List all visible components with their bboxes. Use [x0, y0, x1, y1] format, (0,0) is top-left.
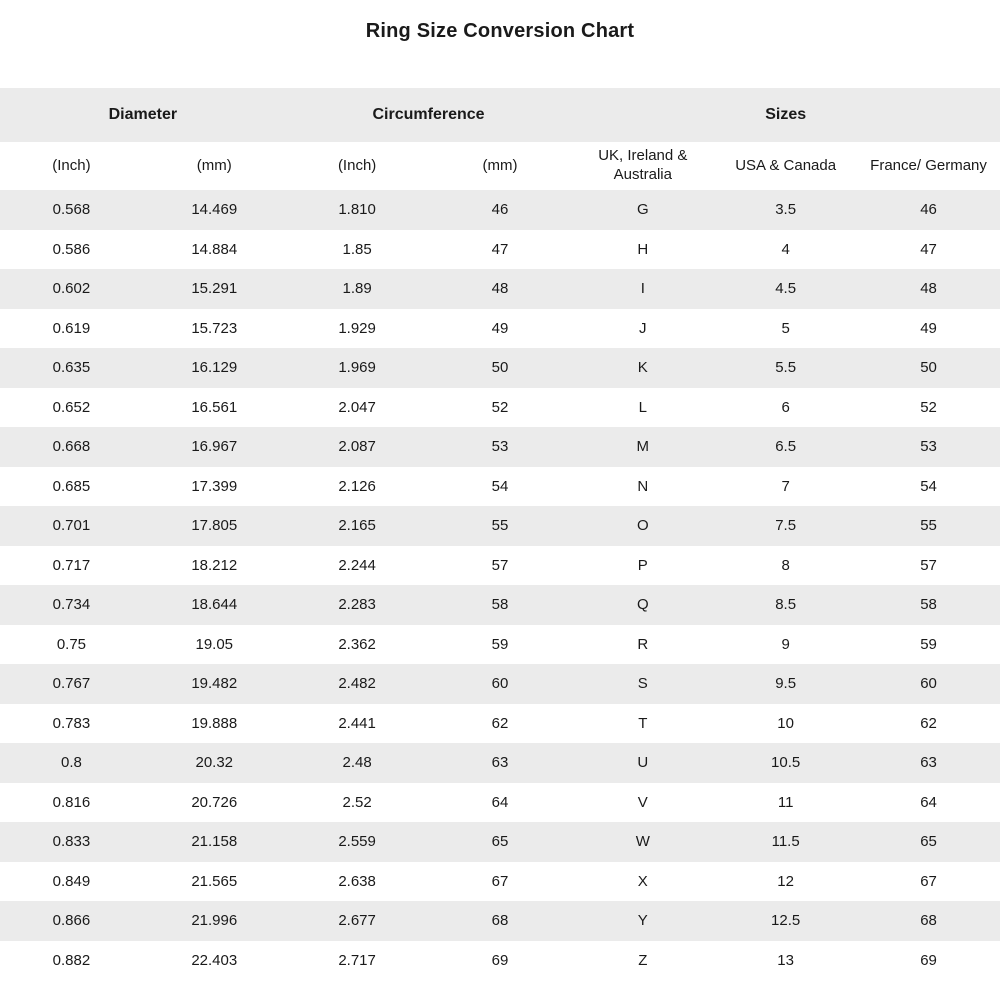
table-cell: 0.816 [52, 793, 91, 811]
table-cell: 47 [920, 240, 937, 258]
column-header-row [0, 142, 1000, 190]
group-header-circumference: Circumference [286, 88, 572, 142]
column-header: (Inch) [286, 142, 429, 190]
table-row [0, 941, 1000, 981]
table-cell: 6 [781, 398, 790, 416]
table-cell: 1.969 [338, 359, 376, 377]
table-cell: 19.05 [195, 635, 234, 653]
table-cell: 63 [920, 754, 937, 772]
table-cell: 12.5 [771, 912, 801, 930]
table-row [0, 269, 1000, 309]
table-row [0, 585, 1000, 625]
table-cell: 2.638 [338, 872, 376, 890]
table-cell: T [638, 714, 648, 732]
table-cell: 57 [491, 556, 509, 574]
group-header-diameter: Diameter [0, 88, 286, 142]
table-cell: 19.888 [191, 714, 238, 732]
table-cell: 62 [920, 714, 937, 732]
table-cell: 7.5 [775, 517, 797, 535]
table-head [0, 88, 1000, 190]
table-cell: 20.32 [195, 754, 234, 772]
table-cell: 0.849 [52, 872, 91, 890]
table-cell: 11 [777, 793, 794, 811]
table-cell: 0.882 [52, 951, 91, 969]
table-cell: 64 [491, 793, 509, 811]
table-cell: 1.929 [338, 319, 376, 337]
table-body [0, 190, 1000, 980]
table-cell: 14.884 [191, 240, 238, 258]
table-cell: 50 [491, 359, 509, 377]
table-cell: 53 [491, 438, 509, 456]
table-cell: 3.5 [775, 201, 797, 219]
table-cell: 15.723 [191, 319, 238, 337]
table-cell: 2.362 [338, 635, 376, 653]
table-cell: 57 [920, 556, 937, 574]
table-row [0, 506, 1000, 546]
table-row [0, 546, 1000, 586]
table-cell: 1.810 [338, 201, 376, 219]
table-cell: 2.047 [338, 398, 376, 416]
table-cell: 69 [491, 951, 509, 969]
table-row [0, 348, 1000, 388]
table-cell: 4.5 [775, 280, 797, 298]
table-cell: 1.89 [342, 280, 372, 298]
table-cell: 7 [781, 477, 790, 495]
table-cell: 58 [920, 596, 937, 614]
table-cell: 52 [491, 398, 509, 416]
column-header: France/ Germany [857, 142, 1000, 190]
table-cell: 0.619 [52, 319, 91, 337]
table-cell: 18.644 [191, 596, 238, 614]
table-cell: 11.5 [771, 833, 800, 851]
table-row [0, 427, 1000, 467]
table-cell: 54 [920, 477, 937, 495]
table-cell: 49 [491, 319, 509, 337]
table-cell: 48 [920, 280, 937, 298]
table-cell: 0.783 [52, 714, 91, 732]
table-cell: 13 [777, 951, 794, 969]
table-cell: 21.158 [191, 833, 238, 851]
table-cell: 54 [491, 477, 509, 495]
table-cell: 2.087 [338, 438, 376, 456]
table-cell: 55 [920, 517, 937, 535]
table-cell: 59 [491, 635, 509, 653]
table-cell: 0.833 [52, 833, 91, 851]
table-cell: 68 [920, 912, 937, 930]
table-row [0, 783, 1000, 823]
table-cell: 1.85 [342, 240, 372, 258]
table-cell: 22.403 [191, 951, 238, 969]
table-cell: 0.767 [52, 675, 91, 693]
table-cell: 6.5 [775, 438, 797, 456]
table-cell: 59 [920, 635, 937, 653]
table-row [0, 704, 1000, 744]
table-cell: 20.726 [191, 793, 238, 811]
table-cell: 55 [491, 517, 509, 535]
table-cell: S [637, 675, 648, 693]
table-cell: 0.685 [52, 477, 91, 495]
table-cell: X [637, 872, 648, 890]
table-cell: W [635, 833, 650, 851]
table-cell: P [637, 556, 648, 574]
table-cell: 17.805 [191, 517, 238, 535]
table-cell: 8.5 [775, 596, 797, 614]
group-header-sizes: Sizes [571, 88, 1000, 142]
table-row [0, 309, 1000, 349]
table-cell: 2.126 [338, 477, 376, 495]
table-cell: 2.244 [338, 556, 376, 574]
table-cell: 5.5 [775, 359, 797, 377]
table-cell: 50 [920, 359, 937, 377]
table-cell: V [637, 793, 648, 811]
table-cell: 16.561 [191, 398, 238, 416]
table-cell: 14.469 [191, 201, 238, 219]
table-row [0, 625, 1000, 665]
table-cell: N [637, 477, 649, 495]
column-header: USA & Canada [714, 142, 857, 190]
table-cell: 5 [781, 319, 790, 337]
table-cell: 0.866 [52, 912, 91, 930]
table-cell: 0.568 [52, 201, 91, 219]
table-cell: 19.482 [191, 675, 238, 693]
table-cell: R [637, 635, 649, 653]
table-row [0, 822, 1000, 862]
table-cell: 2.677 [338, 912, 376, 930]
table-cell: 2.559 [338, 833, 376, 851]
table-row [0, 743, 1000, 783]
table-row [0, 901, 1000, 941]
table-cell: Z [638, 951, 648, 969]
table-cell: 52 [920, 398, 937, 416]
table-cell: L [638, 398, 647, 416]
table-cell: 67 [920, 872, 937, 890]
table-cell: 2.48 [342, 754, 372, 772]
table-cell: 21.565 [191, 872, 238, 890]
table-cell: 46 [491, 201, 509, 219]
table-cell: 63 [491, 754, 509, 772]
table-row [0, 467, 1000, 507]
table-row [0, 230, 1000, 270]
table-cell: K [637, 359, 648, 377]
table-cell: 18.212 [191, 556, 238, 574]
column-header: (Inch) [0, 142, 143, 190]
table-cell: 0.635 [52, 359, 91, 377]
table-cell: 49 [920, 319, 937, 337]
column-header: UK, Ireland & Australia [571, 142, 714, 190]
table-cell: 69 [920, 951, 937, 969]
table-cell: 67 [491, 872, 509, 890]
table-cell: 0.717 [52, 556, 91, 574]
table-cell: O [636, 517, 649, 535]
group-header-row [0, 88, 1000, 142]
table-cell: 2.52 [342, 793, 372, 811]
table-cell: 0.652 [52, 398, 91, 416]
table-cell: 4 [781, 240, 790, 258]
table-cell: 47 [491, 240, 509, 258]
table-row [0, 190, 1000, 230]
table-cell: J [639, 319, 647, 337]
table-cell: 0.602 [52, 280, 91, 298]
table-cell: 2.717 [338, 951, 376, 969]
table-cell: I [640, 280, 645, 298]
table-cell: 62 [491, 714, 509, 732]
table-cell: 16.129 [191, 359, 238, 377]
table-cell: Q [636, 596, 649, 614]
table-cell: 2.441 [338, 714, 376, 732]
table-row [0, 388, 1000, 428]
table-cell: 0.701 [52, 517, 91, 535]
table-cell: 2.283 [338, 596, 376, 614]
table-cell: 9 [781, 635, 790, 653]
table-cell: M [636, 438, 650, 456]
table-cell: 8 [781, 556, 790, 574]
table-cell: 12 [777, 872, 794, 890]
table-cell: 2.482 [338, 675, 376, 693]
table-row [0, 664, 1000, 704]
column-header: (mm) [429, 142, 572, 190]
table-cell: 58 [491, 596, 509, 614]
page-title: Ring Size Conversion Chart [365, 20, 635, 42]
table-cell: 0.734 [52, 596, 91, 614]
table-cell: 0.668 [52, 438, 91, 456]
table-cell: 15.291 [191, 280, 238, 298]
table-cell: 60 [491, 675, 509, 693]
table-cell: G [636, 201, 649, 219]
ring-size-table [0, 88, 1000, 980]
table-row [0, 862, 1000, 902]
table-cell: 53 [920, 438, 937, 456]
table-cell: 65 [920, 833, 937, 851]
table-cell: 21.996 [191, 912, 238, 930]
table-cell: 2.165 [338, 517, 376, 535]
table-cell: 16.967 [191, 438, 238, 456]
table-cell: 17.399 [191, 477, 238, 495]
table-cell: 10 [777, 714, 794, 732]
table-cell: 10.5 [771, 754, 801, 772]
table-cell: 0.586 [52, 240, 91, 258]
table-cell: 46 [920, 201, 937, 219]
table-cell: 48 [491, 280, 509, 298]
table-cell: U [637, 754, 649, 772]
column-header: (mm) [143, 142, 286, 190]
table-cell: 9.5 [775, 675, 797, 693]
table-cell: H [637, 240, 649, 258]
table-cell: 0.8 [60, 754, 82, 772]
table-cell: 0.75 [56, 635, 87, 653]
table-cell: 68 [491, 912, 509, 930]
table-cell: 64 [920, 793, 937, 811]
table-cell: 60 [920, 675, 937, 693]
table-cell: Y [637, 912, 648, 930]
table-cell: 65 [491, 833, 509, 851]
